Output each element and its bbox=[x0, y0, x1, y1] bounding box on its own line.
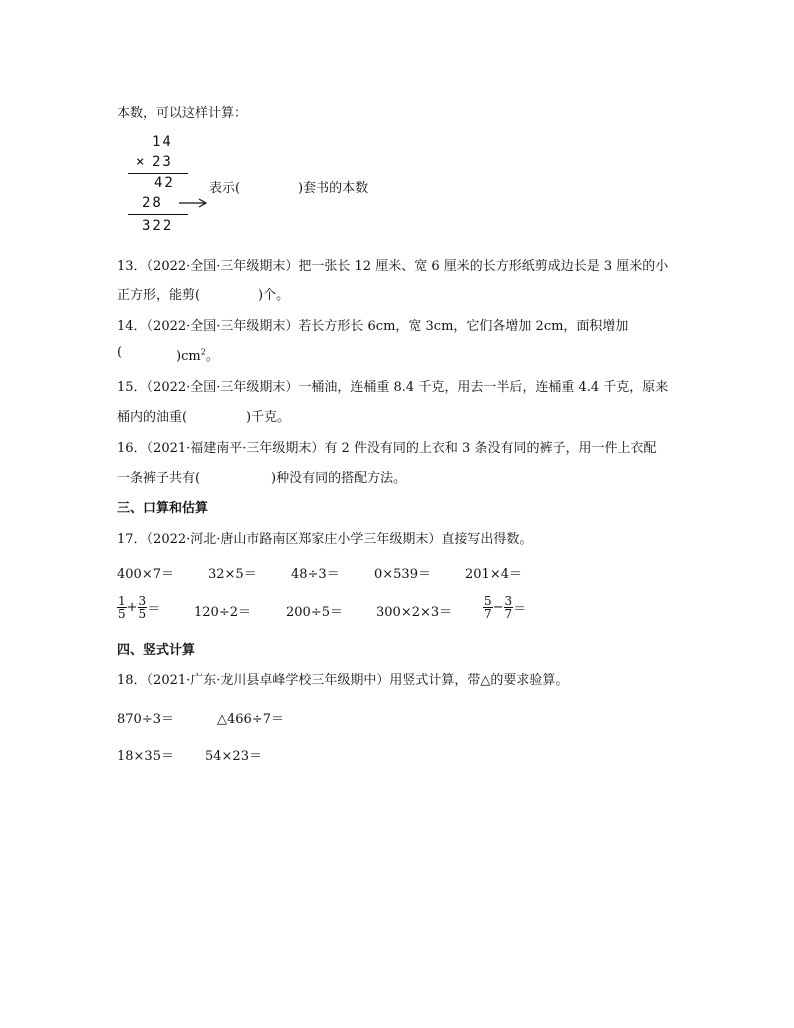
q17-expr: 120÷2＝ bbox=[194, 605, 251, 620]
calc-row-1: 14 bbox=[152, 134, 173, 150]
section-4-heading: 四、竖式计算 bbox=[117, 643, 196, 658]
calc-row-2: 23 bbox=[152, 154, 173, 170]
q13-line-1: 13．（2022·全国·三年级期末）把一张长 12 厘米、宽 6 厘米的长方形纸剪成边长是 3 厘米的小 bbox=[117, 259, 669, 274]
q17-expr: 0×539＝ bbox=[374, 567, 431, 582]
calc-row-3: 42 bbox=[154, 175, 175, 191]
q17-expr: 48÷3＝ bbox=[291, 567, 340, 582]
q16-line-2a: 一条裤子共有( bbox=[117, 471, 201, 486]
q17-expr: 32×5＝ bbox=[208, 567, 257, 582]
q16-line-2b: )种没有同的搭配方法。 bbox=[271, 471, 407, 486]
q18-expr: 18×35＝ bbox=[117, 749, 174, 764]
q17-line-1: 17．（2022·河北·唐山市路南区郑家庄小学三年级期末）直接写出得数。 bbox=[117, 532, 533, 547]
fraction-expression-5: $\frac{5}{7}$ − $\frac{3}{7}$ ＝ bbox=[484, 594, 527, 621]
q14-unit: )$cm^2$。 bbox=[176, 347, 219, 364]
q14-line-2a: ( bbox=[117, 345, 123, 360]
q15-line-2b: )千克。 bbox=[246, 410, 291, 425]
calc-row-5: 322 bbox=[142, 218, 174, 234]
q18-expr: △466÷7＝ bbox=[217, 712, 284, 727]
calc-line-1 bbox=[128, 173, 188, 174]
multiply-sign: × bbox=[136, 154, 147, 170]
intro-text: 本数，可以这样计算： bbox=[117, 106, 248, 121]
calc-row-4: 28 bbox=[142, 195, 163, 211]
q13-line-2a: 正方形，能剪( bbox=[117, 288, 201, 303]
q17-expr: 200÷5＝ bbox=[286, 605, 343, 620]
q18-line-1: 18．（2021·广东·龙川县卓峰学校三年级期中）用竖式计算，带△的要求验算。 bbox=[117, 673, 569, 688]
fraction-expression-1: $\frac{1}{5}$ + $\frac{3}{5}$ ＝ bbox=[118, 594, 161, 621]
q18-expr: 54×23＝ bbox=[205, 749, 262, 764]
q17-expr: 300×2×3＝ bbox=[376, 605, 453, 620]
annotation-prefix: 表示( bbox=[209, 181, 241, 196]
annotation-suffix: )套书的本数 bbox=[298, 181, 369, 196]
q17-expr: 400×7＝ bbox=[117, 567, 174, 582]
q16-line-1: 16．（2021·福建南平·三年级期末）有 2 件没有同的上衣和 3 条没有同的裤子，用一件上衣配 bbox=[117, 441, 657, 456]
q14-line-1: 14．（2022·全国·三年级期末）若长方形长 6cm，宽 3cm，它们各增加 2cm，面积增加 bbox=[117, 319, 629, 334]
arrow-right-icon bbox=[178, 196, 208, 210]
q13-line-2b: )个。 bbox=[258, 288, 290, 303]
q15-line-1: 15．（2022·全国·三年级期末）一桶油，连桶重 8.4 千克，用去一半后，连桶重 4.4 千克，原来 bbox=[117, 380, 669, 395]
calc-line-2 bbox=[128, 214, 188, 215]
q18-expr: 870÷3＝ bbox=[117, 712, 174, 727]
section-3-heading: 三、口算和估算 bbox=[117, 501, 209, 516]
q15-line-2a: 桶内的油重( bbox=[117, 410, 188, 425]
q17-expr: 201×4＝ bbox=[465, 567, 522, 582]
